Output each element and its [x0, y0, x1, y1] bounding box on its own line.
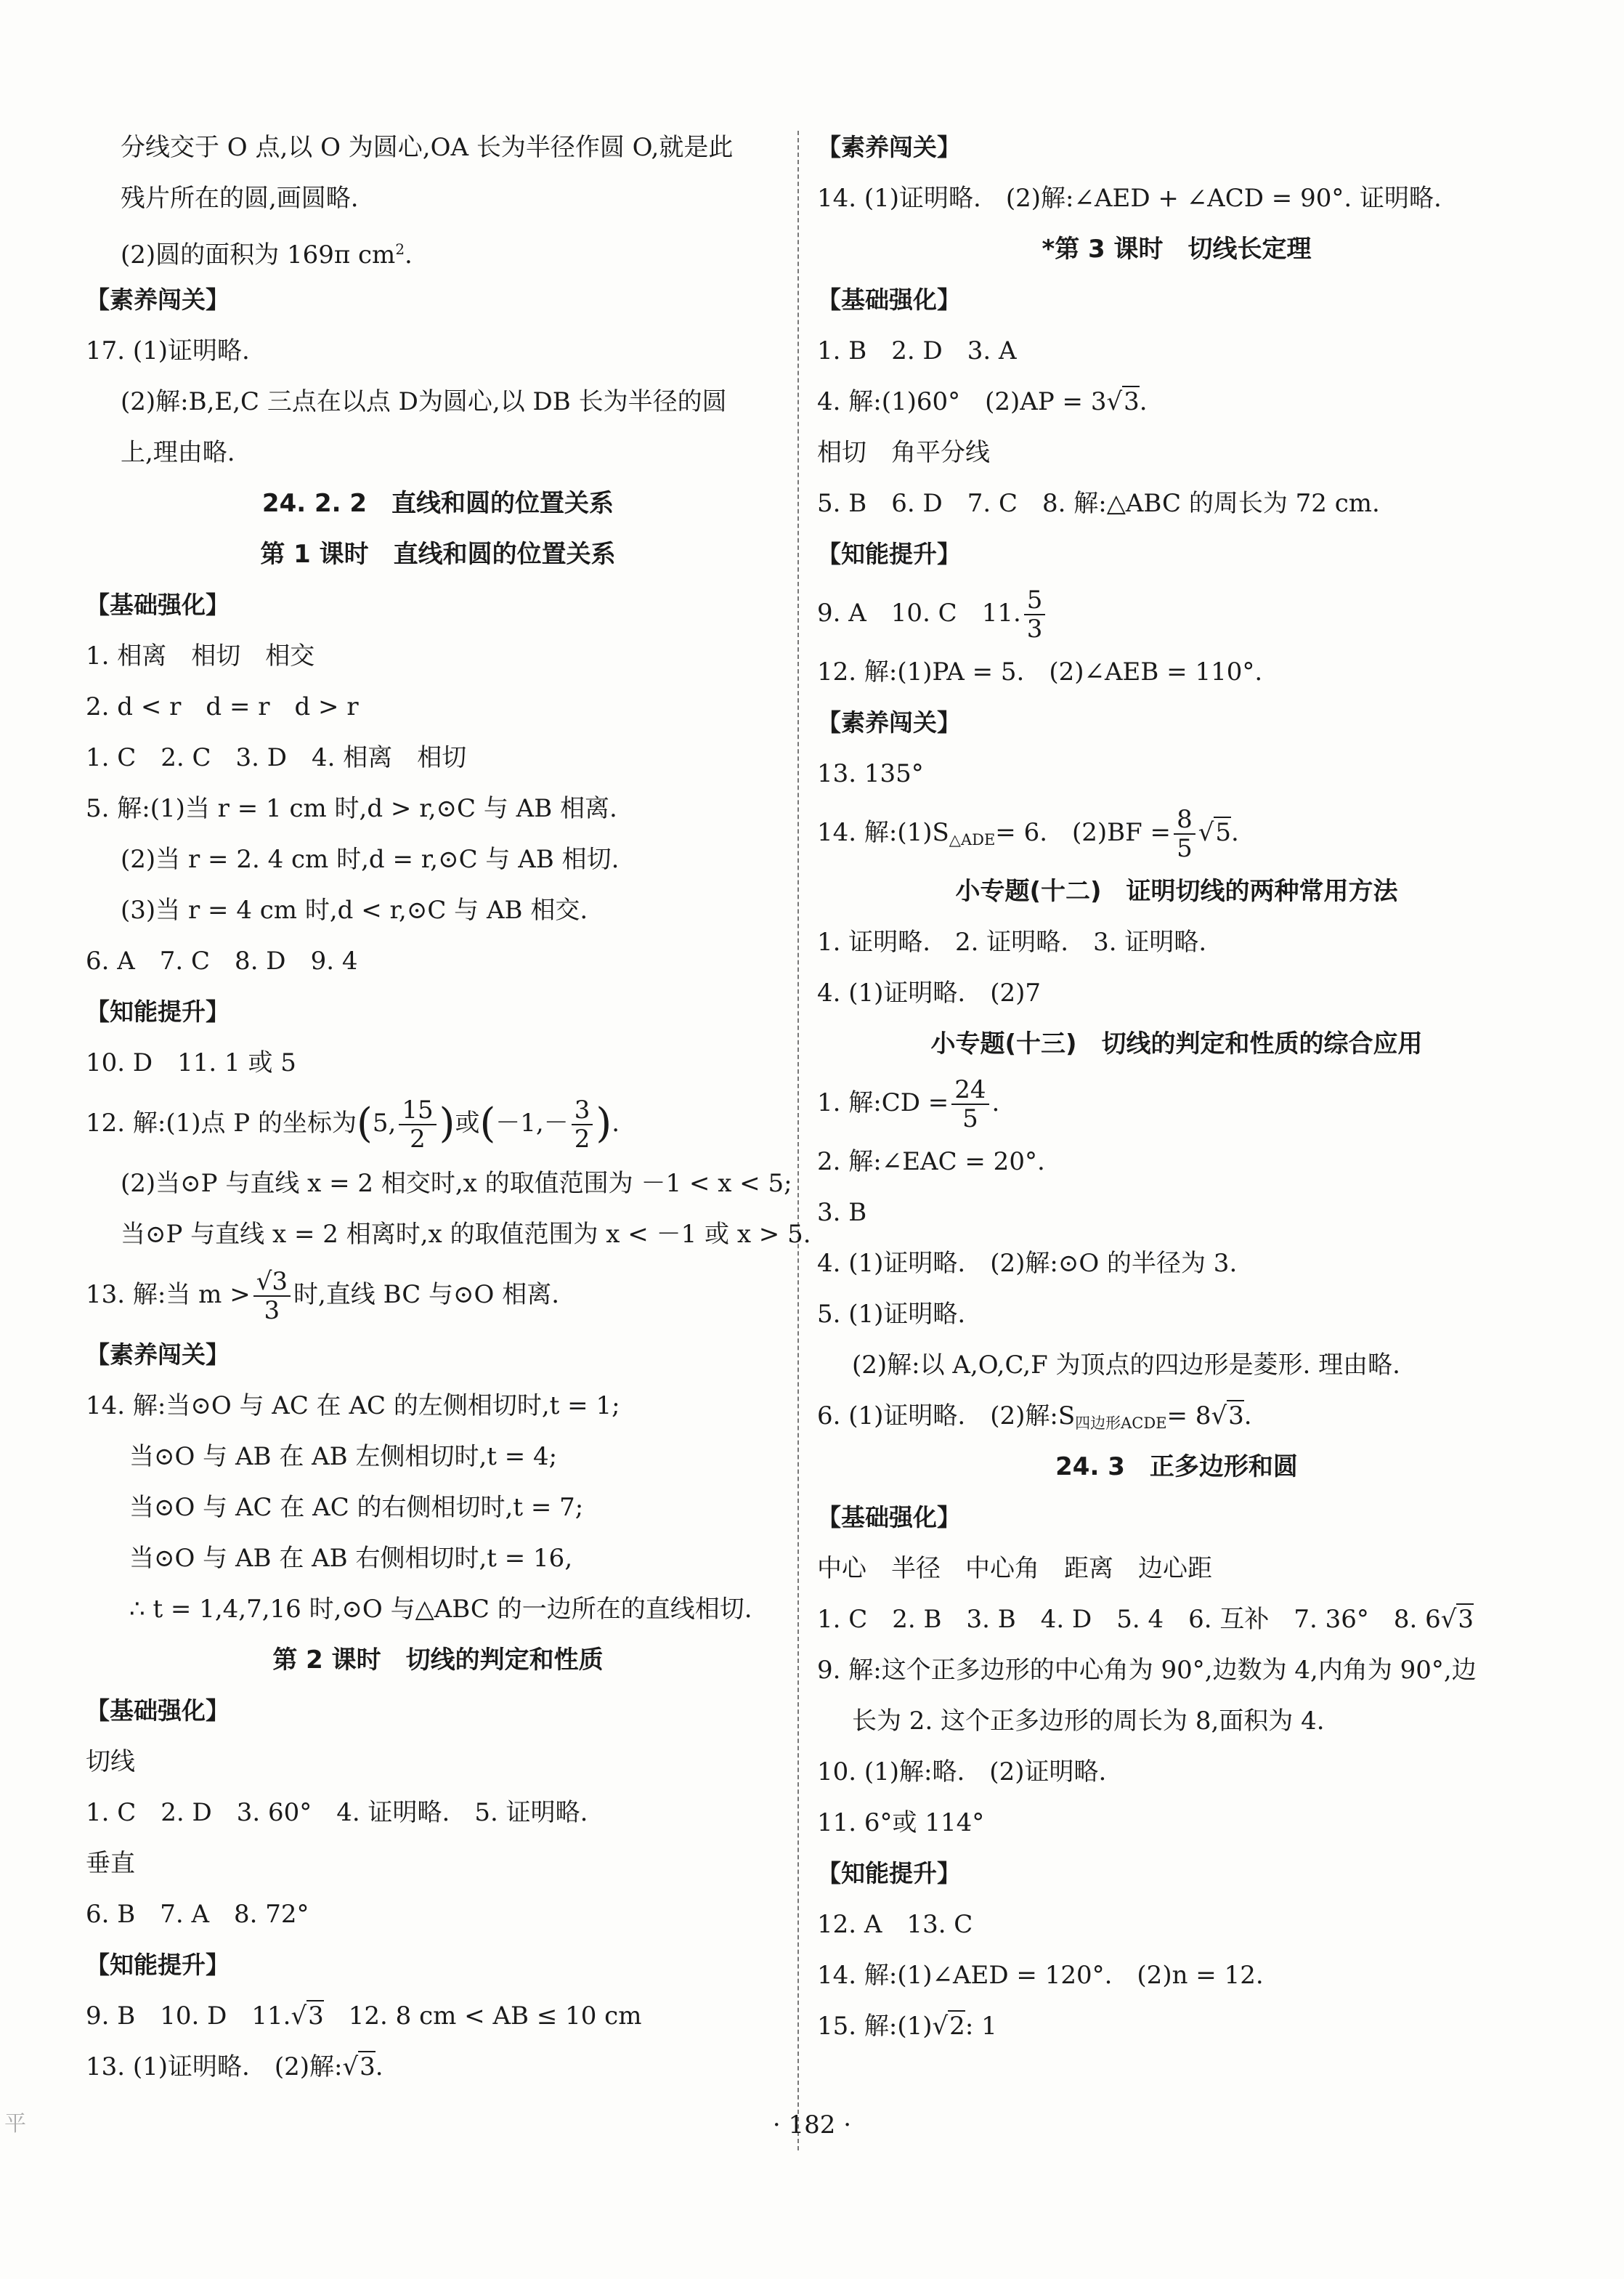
answer-line: 6. (1)证明略. (2)解$:S_{四边形ACDE}= 8√3$. — [817, 1401, 1252, 1432]
section-header: 【素养闯关】 — [817, 133, 961, 161]
answer-line: 当⊙O 与 AB 在 AB 右侧相切时,t = 16, — [129, 1544, 573, 1573]
answer-line: 2. d < r d = r d > r — [86, 692, 359, 721]
answer-line: 13. 135° — [817, 759, 924, 788]
answer-line: 5. B 6. D 7. C 8. 解:△ABC 的周长为 72 cm. — [817, 489, 1380, 518]
answer-line: 5. 解:(1)当 r = 1 cm 时,d > r,⊙C 与 AB 相离. — [86, 794, 617, 823]
section-header: 【素养闯关】 — [817, 708, 961, 737]
answer-line: 垂直 — [86, 1849, 135, 1878]
section-header: 【基础强化】 — [817, 286, 961, 314]
answer-line: 相切 角平分线 — [817, 438, 990, 467]
answer-line: 15. 解:(1)√2: 1 — [817, 2012, 997, 2041]
answer-line: 13. (1)证明略. (2)解:√3. — [86, 2052, 383, 2081]
section-header: 【知能提升】 — [86, 997, 230, 1026]
lesson-title: 第 1 课时 直线和圆的位置关系 — [260, 540, 616, 569]
lesson-title: 第 2 课时 切线的判定和性质 — [272, 1646, 604, 1675]
section-header: 【知能提升】 — [86, 1951, 230, 1979]
answer-line: 1. 相离 相切 相交 — [86, 641, 315, 671]
answer-line: 1. C 2. C 3. D 4. 相离 相切 — [86, 743, 467, 772]
answer-line: (2)当 r = 2. 4 cm 时,d = r,⊙C 与 AB 相切. — [121, 845, 620, 874]
answer-line: 17. (1)证明略. — [86, 336, 250, 365]
lesson-title: 24. 3 正多边形和圆 — [1055, 1452, 1298, 1481]
section-header: 【知能提升】 — [817, 1859, 961, 1887]
answer-line: 13. 解:当 m > $\frac{√3}{3}$ 时,直线 BC 与⊙O 相离. — [86, 1267, 560, 1325]
right-column — [817, 122, 1536, 2052]
answer-line: 14. 解:当⊙O 与 AC 在 AC 的左侧相切时,t = 1; — [86, 1391, 620, 1420]
lesson-title: 24. 2. 2 直线和圆的位置关系 — [261, 489, 614, 518]
answer-line: (2)解:B,E,C 三点在以点 D为圆心,以 DB 长为半径的圆 — [121, 387, 727, 416]
answer-line: ∴ t = 1,4,7,16 时,⊙O 与△ABC 的一边所在的直线相切. — [129, 1595, 752, 1624]
section-header: 【素养闯关】 — [86, 286, 230, 314]
answer-line: 当⊙O 与 AC 在 AC 的右侧相切时,t = 7; — [129, 1493, 584, 1522]
fraction: $\frac{5}{3}$ — [1024, 586, 1046, 643]
answer-line: 切线 — [86, 1747, 135, 1776]
answer-line: 4. (1)证明略. (2)解:⊙O 的半径为 3. — [817, 1249, 1238, 1278]
fraction: $\frac{24}{5}$ — [951, 1076, 988, 1133]
answer-line: 10. D 11. 1 或 5 — [86, 1048, 296, 1077]
answer-line: 9. B 10. D 11.√3 12. 8 cm < AB ≤ 10 cm — [86, 2001, 642, 2031]
answer-line: 中心 半径 中心角 距离 边心距 — [817, 1554, 1212, 1583]
answer-line: 10. (1)解:略. (2)证明略. — [817, 1757, 1107, 1786]
answer-line: (2)当⊙P 与直线 x = 2 相交时,x 的取值范围为 －1 < x < 5; — [121, 1169, 792, 1198]
answer-line: 1. 证明略. 2. 证明略. 3. 证明略. — [817, 928, 1207, 957]
section-header: 【基础强化】 — [86, 591, 230, 619]
answer-line: 上,理由略. — [121, 438, 235, 467]
answer-line: 当⊙P 与直线 x = 2 相离时,x 的取值范围为 x < －1 或 x > 5. — [121, 1220, 811, 1249]
answer-line: 4. 解:(1)60° (2)AP = 3√3. — [817, 387, 1148, 416]
answer-line: 1. C 2. B 3. B 4. D 5. 4 6. 互补 7. 36° 8. 6√3 — [817, 1605, 1474, 1634]
answer-line: 1. B 2. D 3. A — [817, 336, 1017, 365]
answer-line: 11. 6°或 114° — [817, 1808, 985, 1837]
answer-line: (2)圆的面积为 169π $cm^2$. — [121, 240, 413, 270]
answer-line: 14. (1)证明略. (2)解:∠AED + ∠ACD = 90°. 证明略. — [817, 184, 1442, 213]
lesson-title: 小专题(十二) 证明切线的两种常用方法 — [955, 877, 1398, 906]
answer-line: 分线交于 O 点,以 O 为圆心,OA 长为半径作圆 O,就是此 — [121, 133, 734, 162]
answer-line: 当⊙O 与 AB 在 AB 左侧相切时,t = 4; — [129, 1442, 558, 1471]
answer-line: 9. 解:这个正多边形的中心角为 90°,边数为 4,内角为 90°,边 — [817, 1656, 1477, 1685]
margin-fragment: 平 — [4, 2111, 26, 2137]
answer-line: 长为 2. 这个正多边形的周长为 8,面积为 4. — [852, 1707, 1325, 1736]
answer-line: 14. 解:(1)∠AED = 120°. (2)n = 12. — [817, 1961, 1264, 1990]
answer-line: 12. 解:(1)PA = 5. (2)∠AEB = 110°. — [817, 657, 1263, 687]
answer-line: 9. A 10. C 11. $\frac{5}{3}$ — [817, 580, 1536, 647]
section-header: 【基础强化】 — [86, 1696, 230, 1725]
answer-line: 6. A 7. C 8. D 9. 4 — [86, 947, 358, 976]
column-divider — [797, 131, 799, 2150]
answer-line: 残片所在的圆,画圆略. — [121, 184, 359, 213]
answer-line: 3. B — [817, 1198, 867, 1227]
section-header: 【素养闯关】 — [86, 1340, 230, 1369]
answer-line: 4. (1)证明略. (2)7 — [817, 979, 1042, 1008]
answer-line: (2)解:以 A,O,C,F 为顶点的四边形是菱形. 理由略. — [852, 1351, 1400, 1380]
page-number: · 182 · — [772, 2110, 852, 2140]
answer-line: 14. 解$:(1)S_{\triangle ADE}= 6$. (2)BF = $\frac{8}{5}$ √5. — [817, 805, 1239, 863]
answer-line: 12. A 13. C — [817, 1910, 973, 1939]
left-column — [86, 122, 811, 2092]
answer-line: 6. B 7. A 8. 72° — [86, 1900, 309, 1929]
fraction: $\frac{√3}{3}$ — [253, 1268, 291, 1324]
lesson-title: *第 3 课时 切线长定理 — [1042, 235, 1312, 264]
section-header: 【知能提升】 — [817, 540, 961, 568]
section-header: 【基础强化】 — [817, 1503, 961, 1531]
fraction: $\frac{8}{5}$ — [1174, 806, 1195, 862]
fraction: $\frac{3}{2}$ — [572, 1096, 593, 1153]
answer-line: 2. 解:∠EAC = 20°. — [817, 1147, 1045, 1176]
answer-line: 5. (1)证明略. — [817, 1300, 966, 1329]
answer-line: (3)当 r = 4 cm 时,d < r,⊙C 与 AB 相交. — [121, 896, 588, 925]
lesson-title: 小专题(十三) 切线的判定和性质的综合应用 — [930, 1029, 1423, 1058]
fraction: $\frac{15}{2}$ — [399, 1096, 436, 1153]
answer-line: 12. 解:(1)点 P 的坐标为(5, $\frac{15}{2}$ )或(－1,－ $\frac{3}{2}$ ). — [86, 1096, 620, 1154]
answer-line: 1. C 2. D 3. 60° 4. 证明略. 5. 证明略. — [86, 1798, 588, 1827]
answer-line: 1. 解:CD = $\frac{24}{5}$ . — [817, 1075, 1000, 1133]
